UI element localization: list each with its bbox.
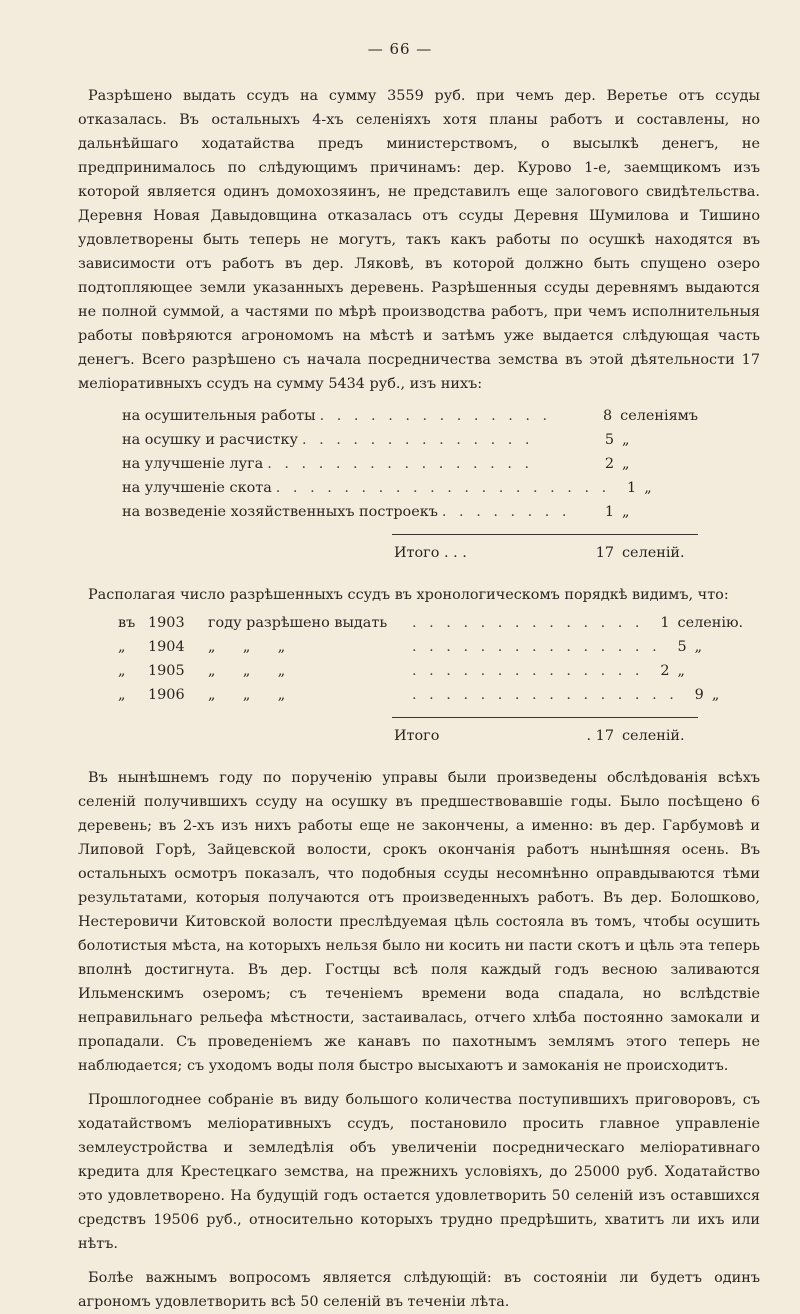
page-number: — 66 —	[367, 40, 433, 58]
purpose-row	[122, 404, 698, 428]
text-body	[78, 583, 760, 607]
year-prefix: въ	[118, 615, 136, 631]
leader-dots: . . . . . . . . . . . . . . . .	[412, 687, 678, 703]
year-prefix: „	[118, 639, 126, 655]
purpose-total	[394, 541, 698, 565]
purpose-count: 1	[604, 504, 614, 520]
year-text: „ „ „	[208, 663, 286, 679]
spacer	[78, 1256, 760, 1266]
leader-dots: . . . . . . . . . . . . . . . .	[267, 456, 534, 472]
year-value: 1904	[148, 639, 185, 655]
total-label: Итого . . .	[394, 545, 467, 561]
year-total	[394, 724, 698, 748]
purpose-label: на осушку и расчистку	[122, 432, 298, 448]
purpose-count: 5	[604, 432, 614, 448]
purpose-count: 1	[627, 480, 637, 496]
total-unit: селеній.	[622, 545, 685, 561]
text-body	[78, 766, 760, 1314]
purpose-label: на улучшеніе скота	[122, 480, 272, 496]
spacer	[0, 748, 800, 766]
total-unit: селеній.	[622, 728, 685, 744]
purpose-unit: „	[622, 432, 630, 448]
paragraph-5: Болѣе важнымъ вопросомъ является слѣдующій: въ состояніи ли будетъ одинъ агрономъ удовлетворить всѣ 50 селеній въ теченіи лѣта.	[78, 1270, 760, 1310]
year-unit: „	[677, 663, 685, 679]
purpose-label: на осушительныя работы	[122, 408, 316, 424]
paragraph-4: Прошлогоднее собраніе въ виду большого количества поступившихъ приговоровъ, съ ходатайствомъ меліоративныхъ ссудъ, постановило просить главное управленіе землеустройства и земледѣлія объ увеличеніи посредническаго меліоративнаго кредита для Крестецкаго земства, на прежнихъ условіяхъ, до 25000 руб. Ходатайство это удовлетворено. На будущій годъ остается удовлетворить 50 селеній изъ оставшихся средствъ 19506 руб., относительно которыхъ трудно предрѣшить, хватитъ ли ихъ или нѣтъ.	[78, 1092, 760, 1252]
year-row	[118, 659, 698, 683]
leader-dots: . . . . . . . . . . . . . .	[301, 432, 534, 448]
purpose-count: 8	[602, 408, 613, 424]
total-divider	[392, 717, 698, 718]
year-value: 1905	[148, 663, 185, 679]
total-count: . 17	[586, 728, 614, 744]
total-divider	[392, 534, 698, 535]
year-table	[118, 611, 744, 707]
total-count: 17	[595, 545, 614, 561]
purpose-unit: „	[644, 480, 652, 496]
year-unit: „	[694, 639, 703, 655]
year-unit: селенію.	[677, 615, 744, 631]
purpose-table	[122, 404, 698, 524]
spacer	[78, 1078, 760, 1088]
purpose-unit: селеніямъ	[620, 408, 698, 424]
leader-dots: . . . . . . . . . . . . . .	[412, 663, 644, 679]
paragraph-1: Разрѣшено выдать ссудъ на сумму 3559 руб. при чемъ дер. Веретье отъ ссуды отказалась. Въ остальныхъ 4-хъ селеніяхъ хотя планы работъ и составлены, но дальнѣйшаго ходатайства предъ министерствомъ, о высылкѣ денегъ, не предпринималось по слѣдующимъ причинамъ: дер. Курово 1-е, заемщикомъ изъ которой является одинъ домохозяинъ, не представилъ еще залогового свидѣтельства. Деревня Новая Давыдовщина отказалась отъ ссуды Деревня Шумилова и Тишино удовлетворены быть теперь не могутъ, такъ какъ работы по осушкѣ находятся въ зависимости отъ работъ въ дер. Ляковѣ, въ которой должно быть спущено озеро подтопляющее земли указанныхъ деревень. Разрѣшенныя ссуды деревнямъ выдаются не полной суммой, а частями по мѣрѣ производства работъ, при чемъ исполнительныя работы повѣряются агрономомъ на мѣстѣ и затѣмъ уже выдается слѣдующая часть денегъ. Всего разрѣшено съ начала посредничества земства въ этой дѣятельности 17 меліоративныхъ ссудъ на сумму 5434 руб., изъ нихъ:	[78, 88, 760, 392]
leader-dots: . . . . . . . . . . . . . . . . . . . .	[275, 480, 611, 496]
purpose-row	[122, 500, 698, 524]
purpose-unit: „	[622, 456, 630, 472]
purpose-row	[122, 428, 698, 452]
leader-dots: . . . . . . . . . . . . . . .	[412, 639, 661, 655]
purpose-count: 2	[604, 456, 614, 472]
spacer	[0, 565, 800, 583]
year-row	[118, 611, 744, 635]
purpose-row	[122, 476, 698, 500]
year-text: „ „ „	[208, 687, 286, 703]
year-text: „ „ „	[208, 639, 286, 655]
purpose-label: на возведеніе хозяйственныхъ построекъ	[122, 504, 438, 520]
paragraph-3: Въ нынѣшнемъ году по порученію управы были произведены обслѣдованія всѣхъ селеній получившихъ ссуду на осушку въ предшествовавшіе годы. Было посѣщено 6 деревень; въ 2-хъ изъ нихъ работы еще не закончены, а именно: въ дер. Гарбумовѣ и Липовой Горѣ, Зайцевской волости, срокъ окончанія работъ нынѣшняя осень. Въ остальныхъ осмотръ показалъ, что подобныя ссуды несомнѣнно оправдываются тѣми результатами, которыя получаются отъ произведенныхъ работъ. Въ дер. Болошково, Нестеровичи Китовской волости преслѣдуемая цѣль состояла въ томъ, чтобы осушить болотистыя мѣста, на которыхъ нельзя было ни косить ни пасти скотъ и цѣль эта теперь вполнѣ достигнута. Въ дер. Гостцы всѣ поля каждый годъ весною заливаются Ильменскимъ озеромъ; съ теченіемъ времени вода спадала, но вслѣдствіе неправильнаго рельефа мѣстности, застаивалась, отчего хлѣба постоянно замокали и пропадали. Съ проведеніемъ же канавъ по пахотнымъ землямъ этого теперь не наблюдается; съ уходомъ воды поля быстро высыхаютъ и замоканія не происходитъ.	[78, 770, 760, 1074]
year-count: 1	[660, 615, 670, 631]
year-prefix: „	[118, 687, 126, 703]
year-value: 1903	[148, 615, 185, 631]
year-prefix: „	[118, 663, 126, 679]
year-count: 5	[677, 639, 687, 655]
year-unit: „	[711, 687, 720, 703]
leader-dots: . . . . . . . . . . . . . .	[412, 615, 644, 631]
year-text: году разрѣшено выдать	[208, 615, 388, 631]
total-label: Итого	[394, 728, 440, 744]
text-body	[78, 84, 760, 396]
paragraph-2: Располагая число разрѣшенныхъ ссудъ въ хронологическомъ порядкѣ видимъ, что:	[88, 587, 729, 603]
purpose-label: на улучшеніе луга	[122, 456, 264, 472]
leader-dots: . . . . . . . . . . . . . .	[319, 408, 552, 424]
purpose-unit: „	[622, 504, 630, 520]
purpose-row	[122, 452, 698, 476]
year-count: 9	[694, 687, 704, 703]
year-count: 2	[660, 663, 670, 679]
year-value: 1906	[148, 687, 185, 703]
year-row	[118, 683, 720, 707]
year-row	[118, 635, 703, 659]
leader-dots: . . . . . . . .	[441, 504, 571, 520]
